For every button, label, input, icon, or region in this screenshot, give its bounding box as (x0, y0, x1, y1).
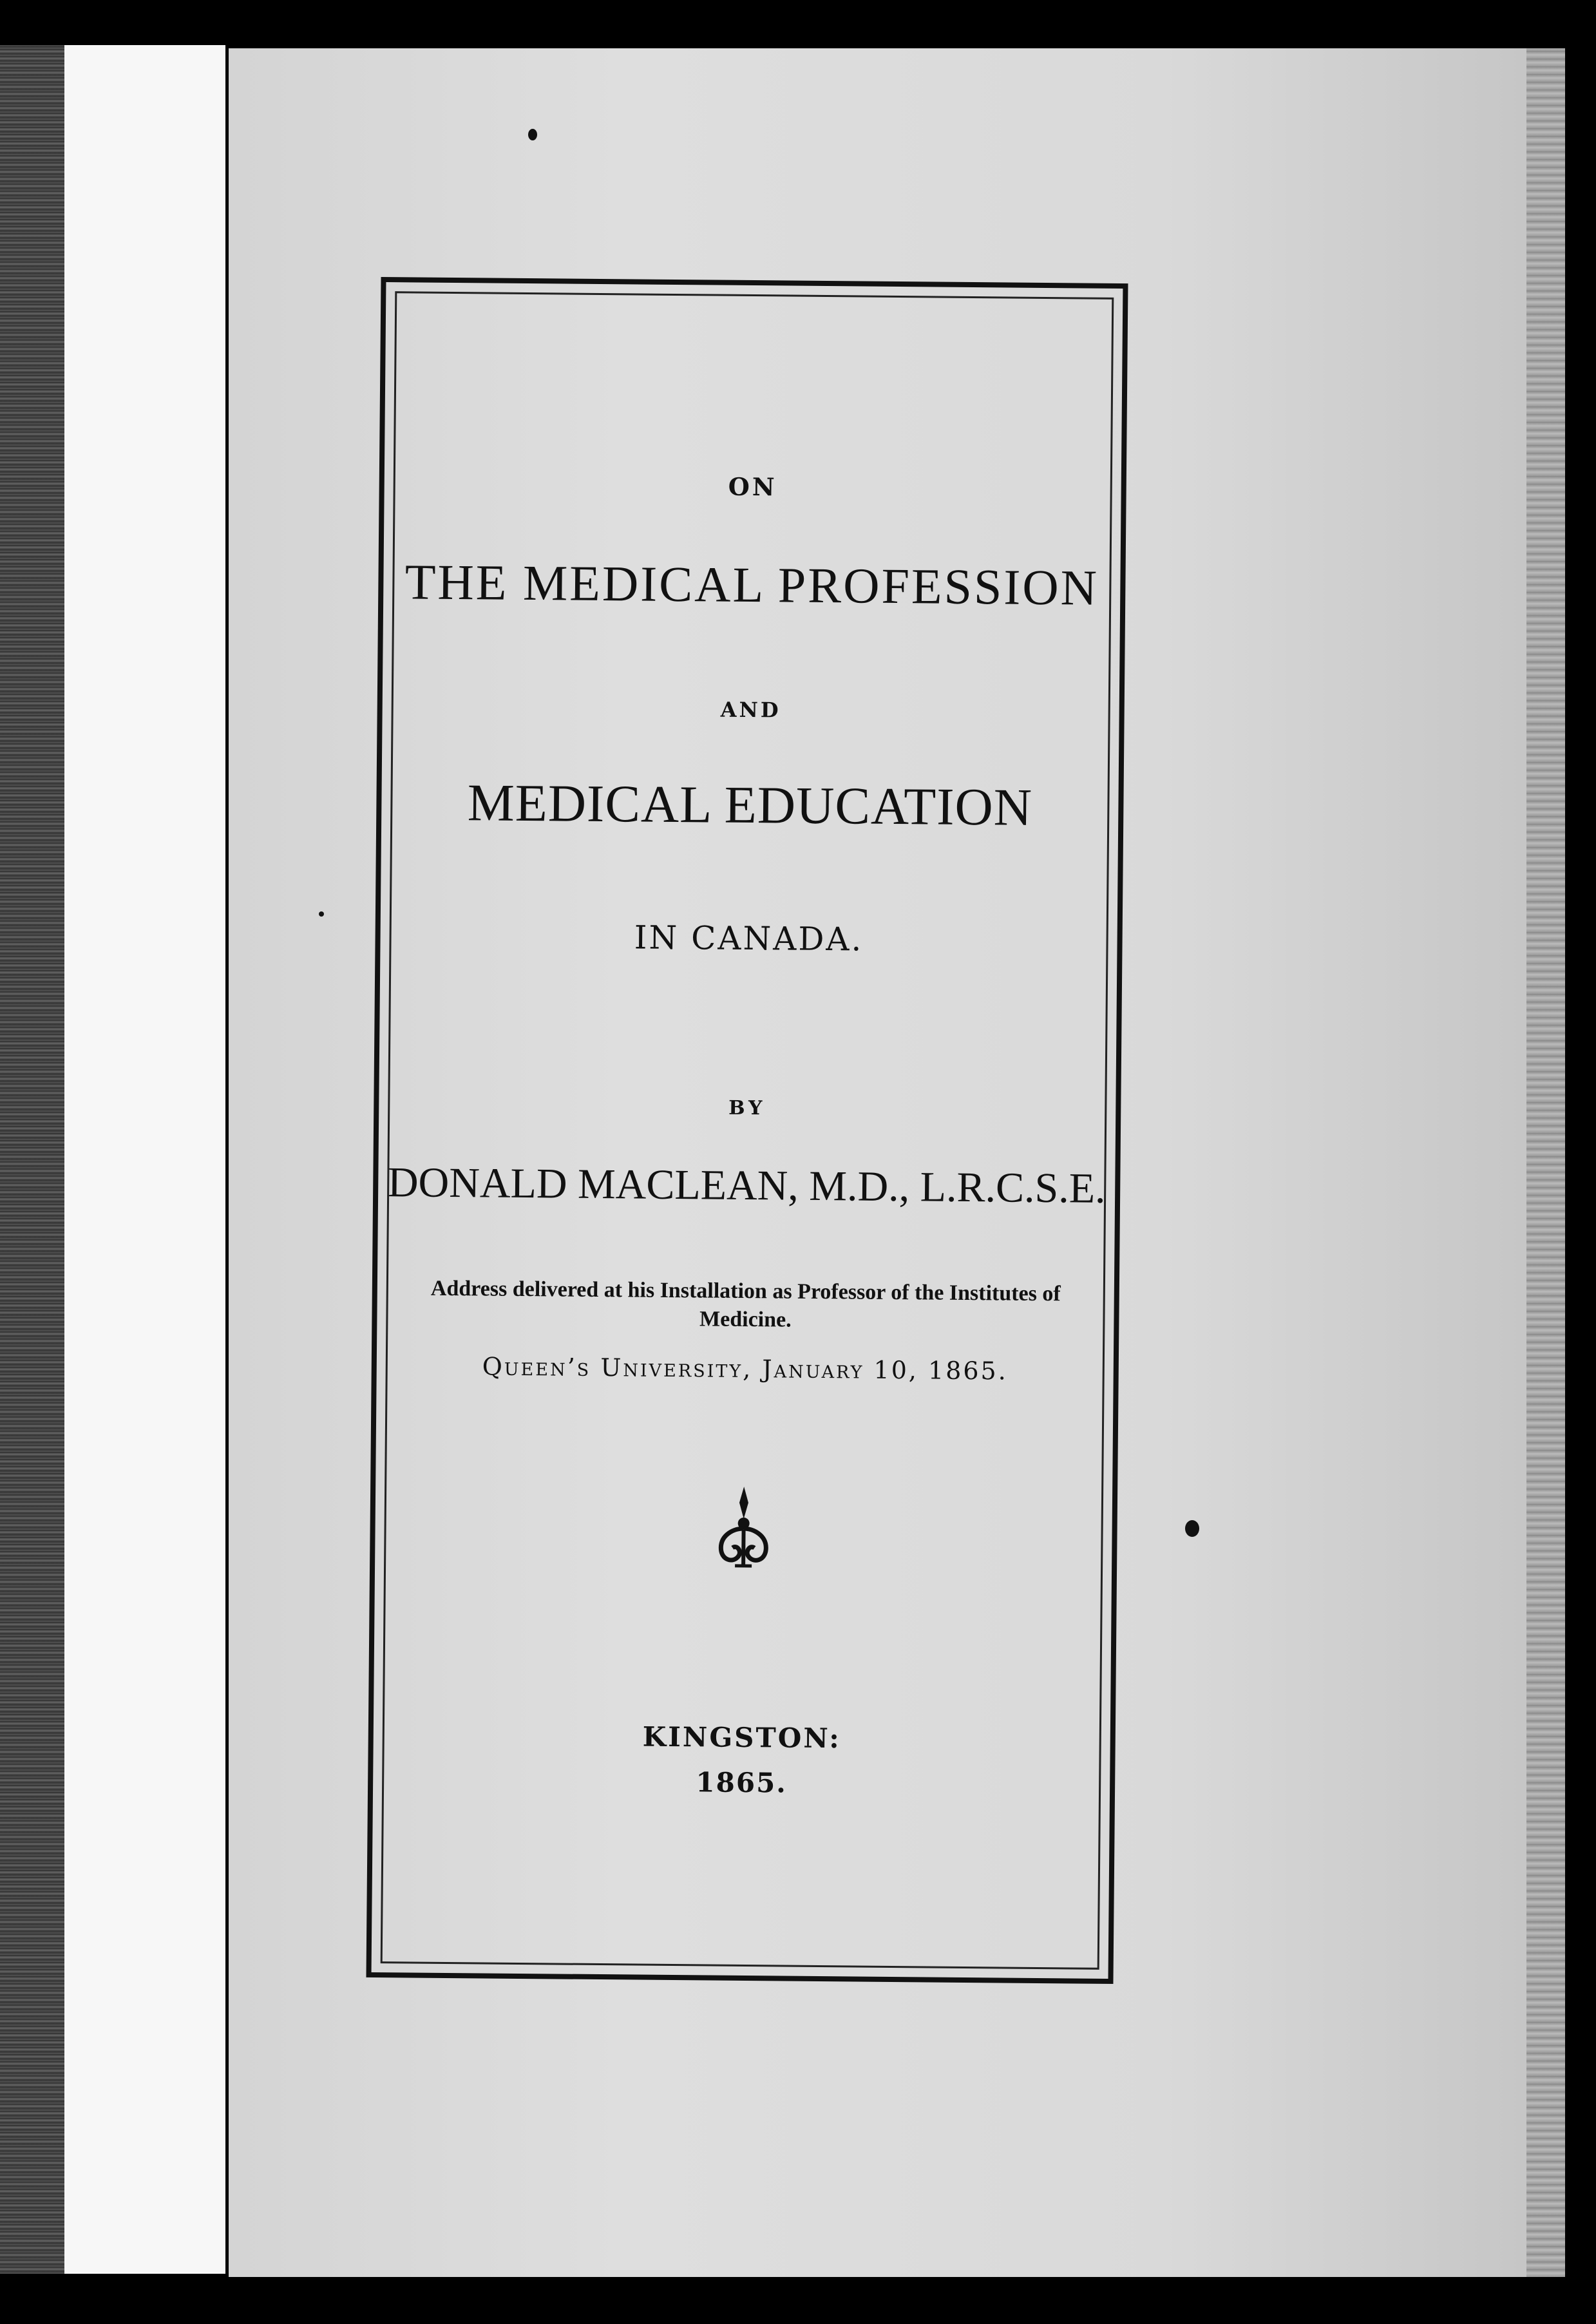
title-page (229, 48, 1565, 2277)
fleuron-ornament-icon (708, 1483, 779, 1574)
title-prefix: ON (728, 471, 777, 502)
by-line: BY (728, 1096, 766, 1120)
institution-date: Queen’s University, January 10, 1865. (482, 1352, 1008, 1386)
address-note: Address delivered at his Installation as Professor of the Institutes of Medicine. (430, 1276, 1061, 1332)
ink-speck (319, 911, 324, 917)
title-location: IN CANADA. (634, 919, 864, 958)
main-title-line2: MEDICAL EDUCATION (467, 773, 1033, 837)
ink-speck (528, 129, 537, 140)
page-edge (1526, 48, 1565, 2277)
imprint-place: KINGSTON: (642, 1720, 841, 1755)
main-title-line1: THE MEDICAL PROFESSION (404, 553, 1099, 616)
title-conjunction: AND (720, 697, 781, 723)
imprint-year: 1865. (696, 1766, 788, 1799)
book-spine (0, 45, 64, 2274)
author-name: DONALD MACLEAN, M.D., L.R.C.S.E. (387, 1159, 1106, 1212)
ink-speck (1185, 1520, 1199, 1537)
title-block (372, 282, 1123, 1979)
decorative-border (366, 277, 1128, 1984)
margin-strip (64, 45, 225, 2274)
